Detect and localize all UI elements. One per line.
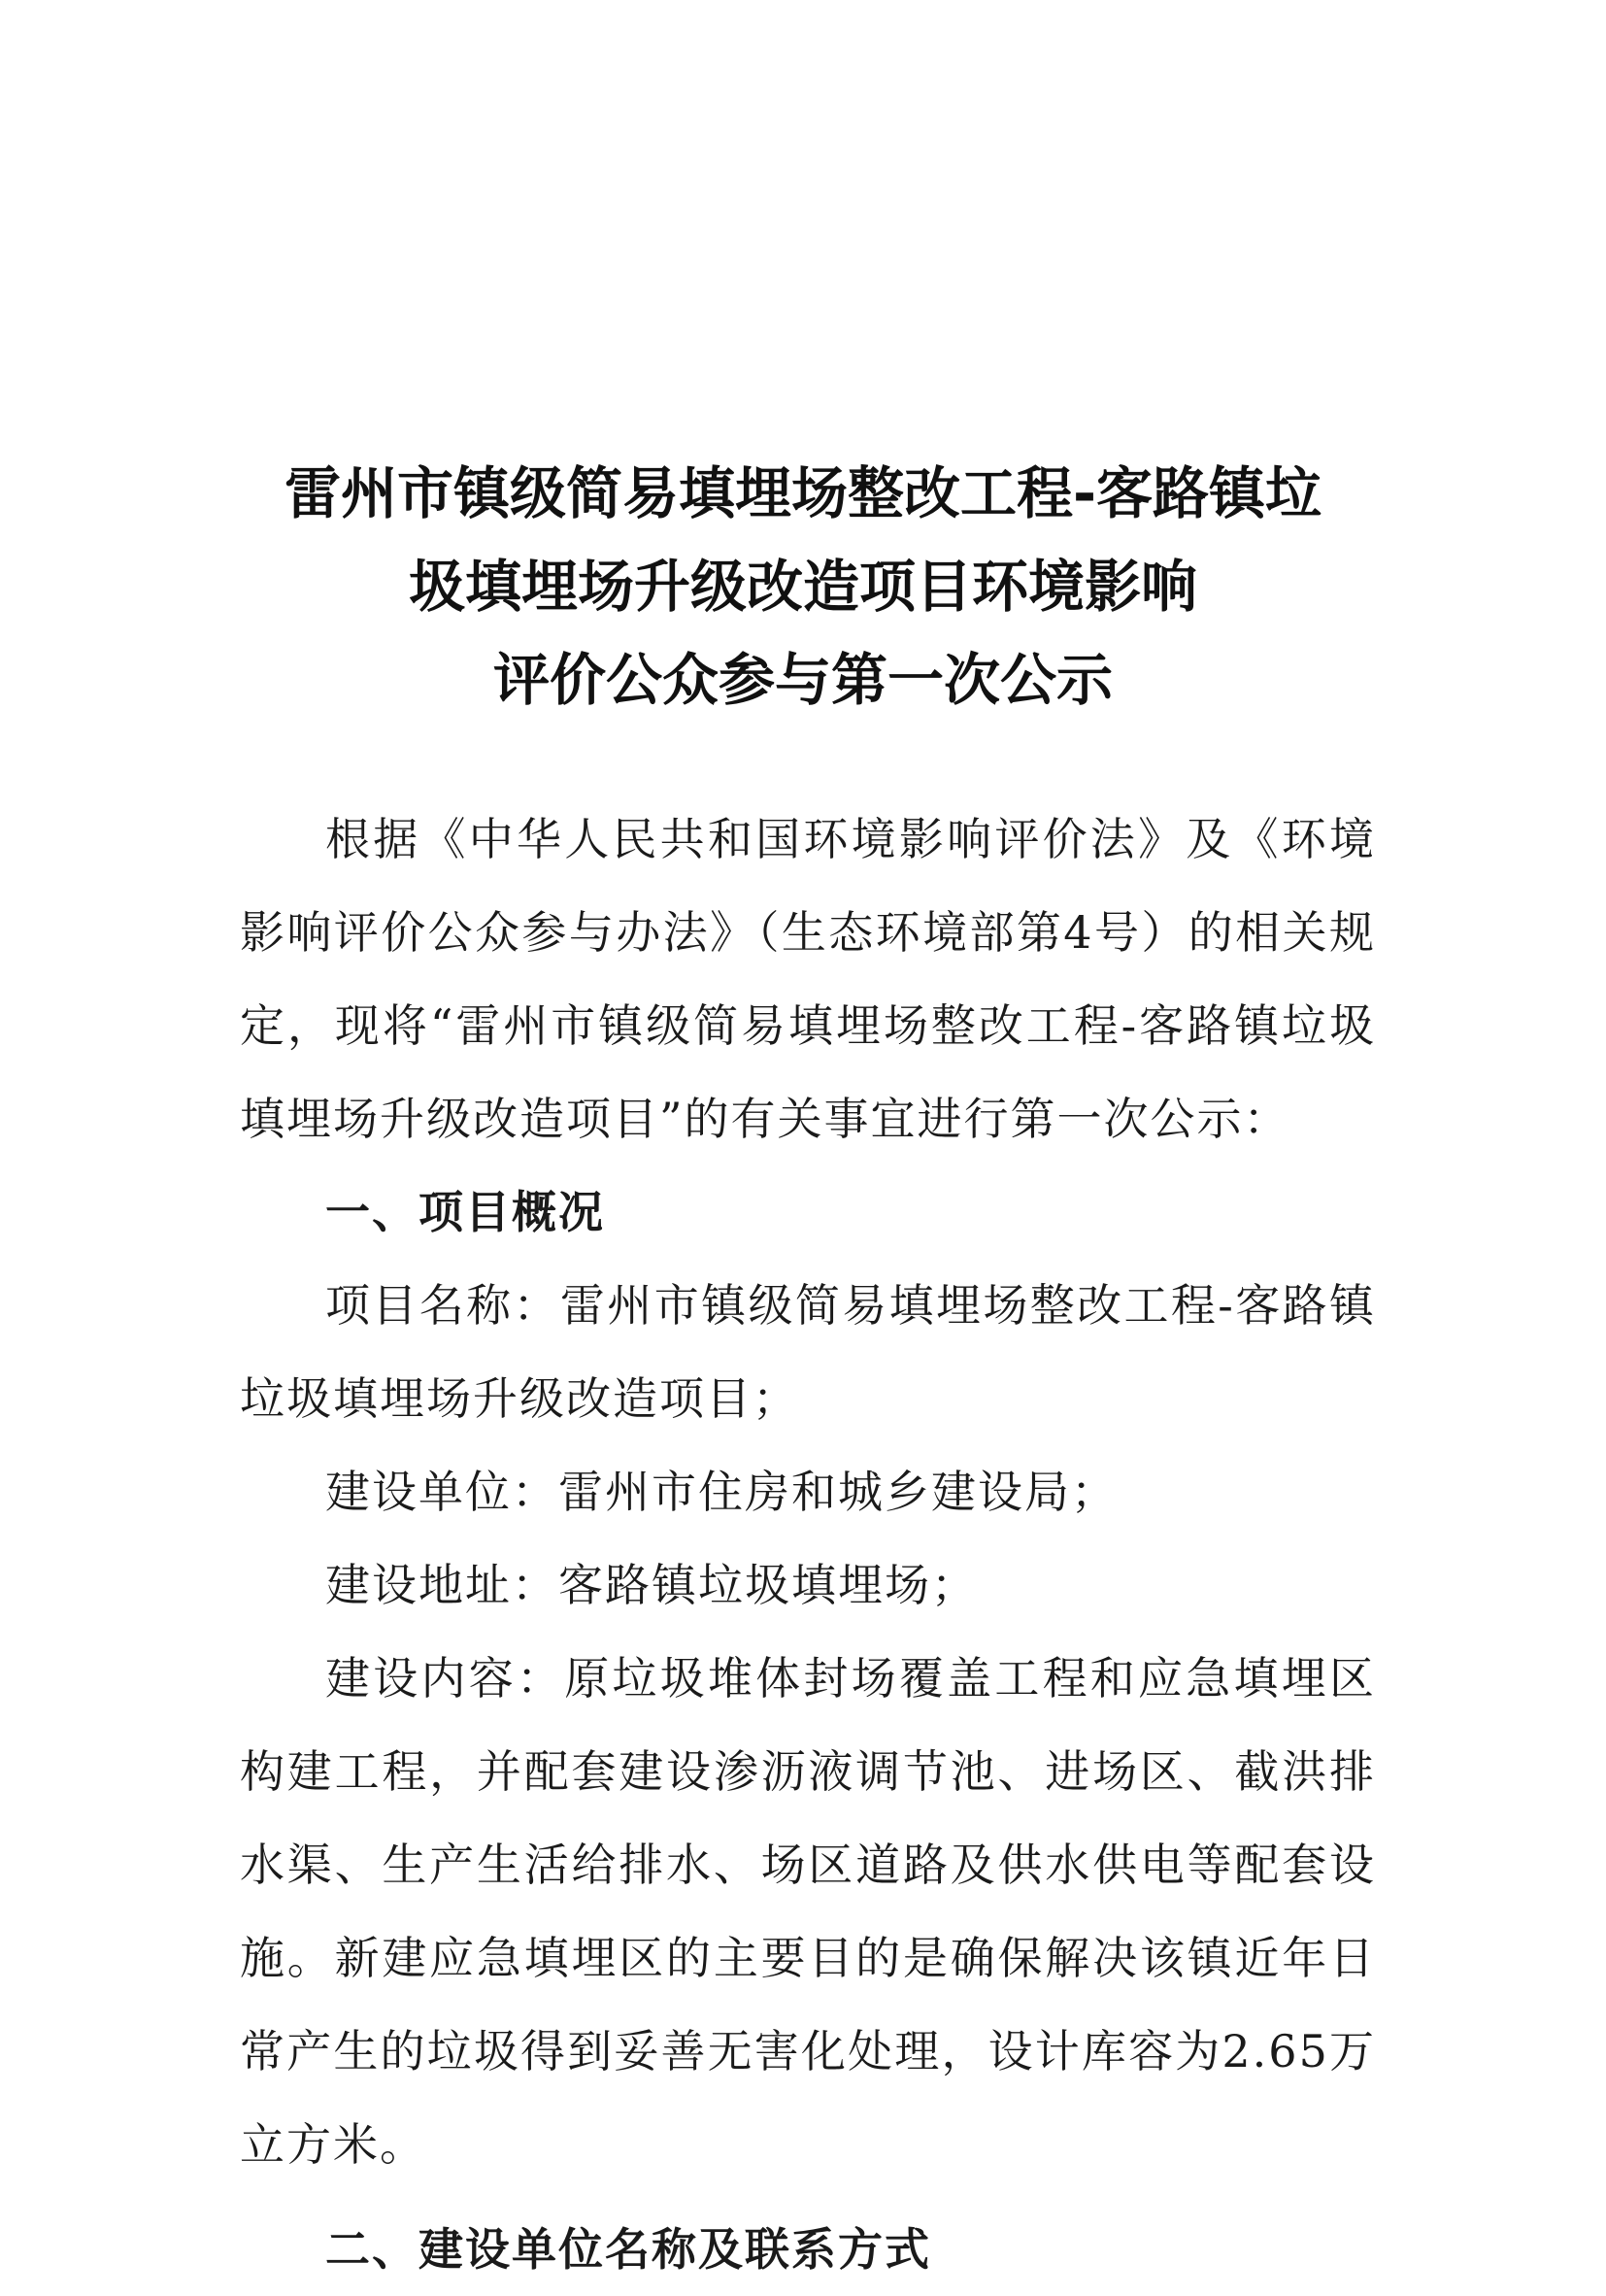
title-line-2: 圾填埋场升级改造项目环境影响 — [408, 554, 1197, 620]
document-body — [240, 793, 1376, 2296]
construction-address-paragraph: 建设地址：客路镇垃圾填埋场； — [325, 1559, 978, 1611]
intro-paragraph: 根据《中华人民共和国环境影响评价法》及《环境影响评价公众参与办法》（生态环境部第4号）的相关规定，现将“雷州市镇级简易填埋场整改工程-客路镇垃圾填埋场升级改造项目”的有关事宜进行第一次公示： — [240, 813, 1376, 1145]
project-name-paragraph: 项目名称：雷州市镇级简易填埋场整改工程-客路镇垃圾填埋场升级改造项目； — [240, 1279, 1376, 1425]
document-title — [194, 447, 1412, 726]
section-heading-contact: 二、建设单位名称及联系方式 — [325, 2223, 931, 2276]
title-line-1: 雷州市镇级简易填埋场整改工程-客路镇垃 — [284, 460, 1322, 526]
title-line-3: 评价公众参与第一次公示 — [492, 647, 1113, 713]
section-heading-project-overview: 一、项目概况 — [325, 1186, 605, 1238]
construction-content-paragraph: 建设内容：原垃圾堆体封场覆盖工程和应急填埋区构建工程，并配套建设渗沥液调节池、进场区、截洪排水渠、生产生活给排水、场区道路及供水供电等配套设施。新建应急填埋区的主要目的是确保解决该镇近年日常产生的垃圾得到妥善无害化处理，设计库容为2.65万立方米。 — [240, 1652, 1376, 2171]
construction-unit-paragraph: 建设单位：雷州市住房和城乡建设局； — [325, 1466, 1118, 1518]
